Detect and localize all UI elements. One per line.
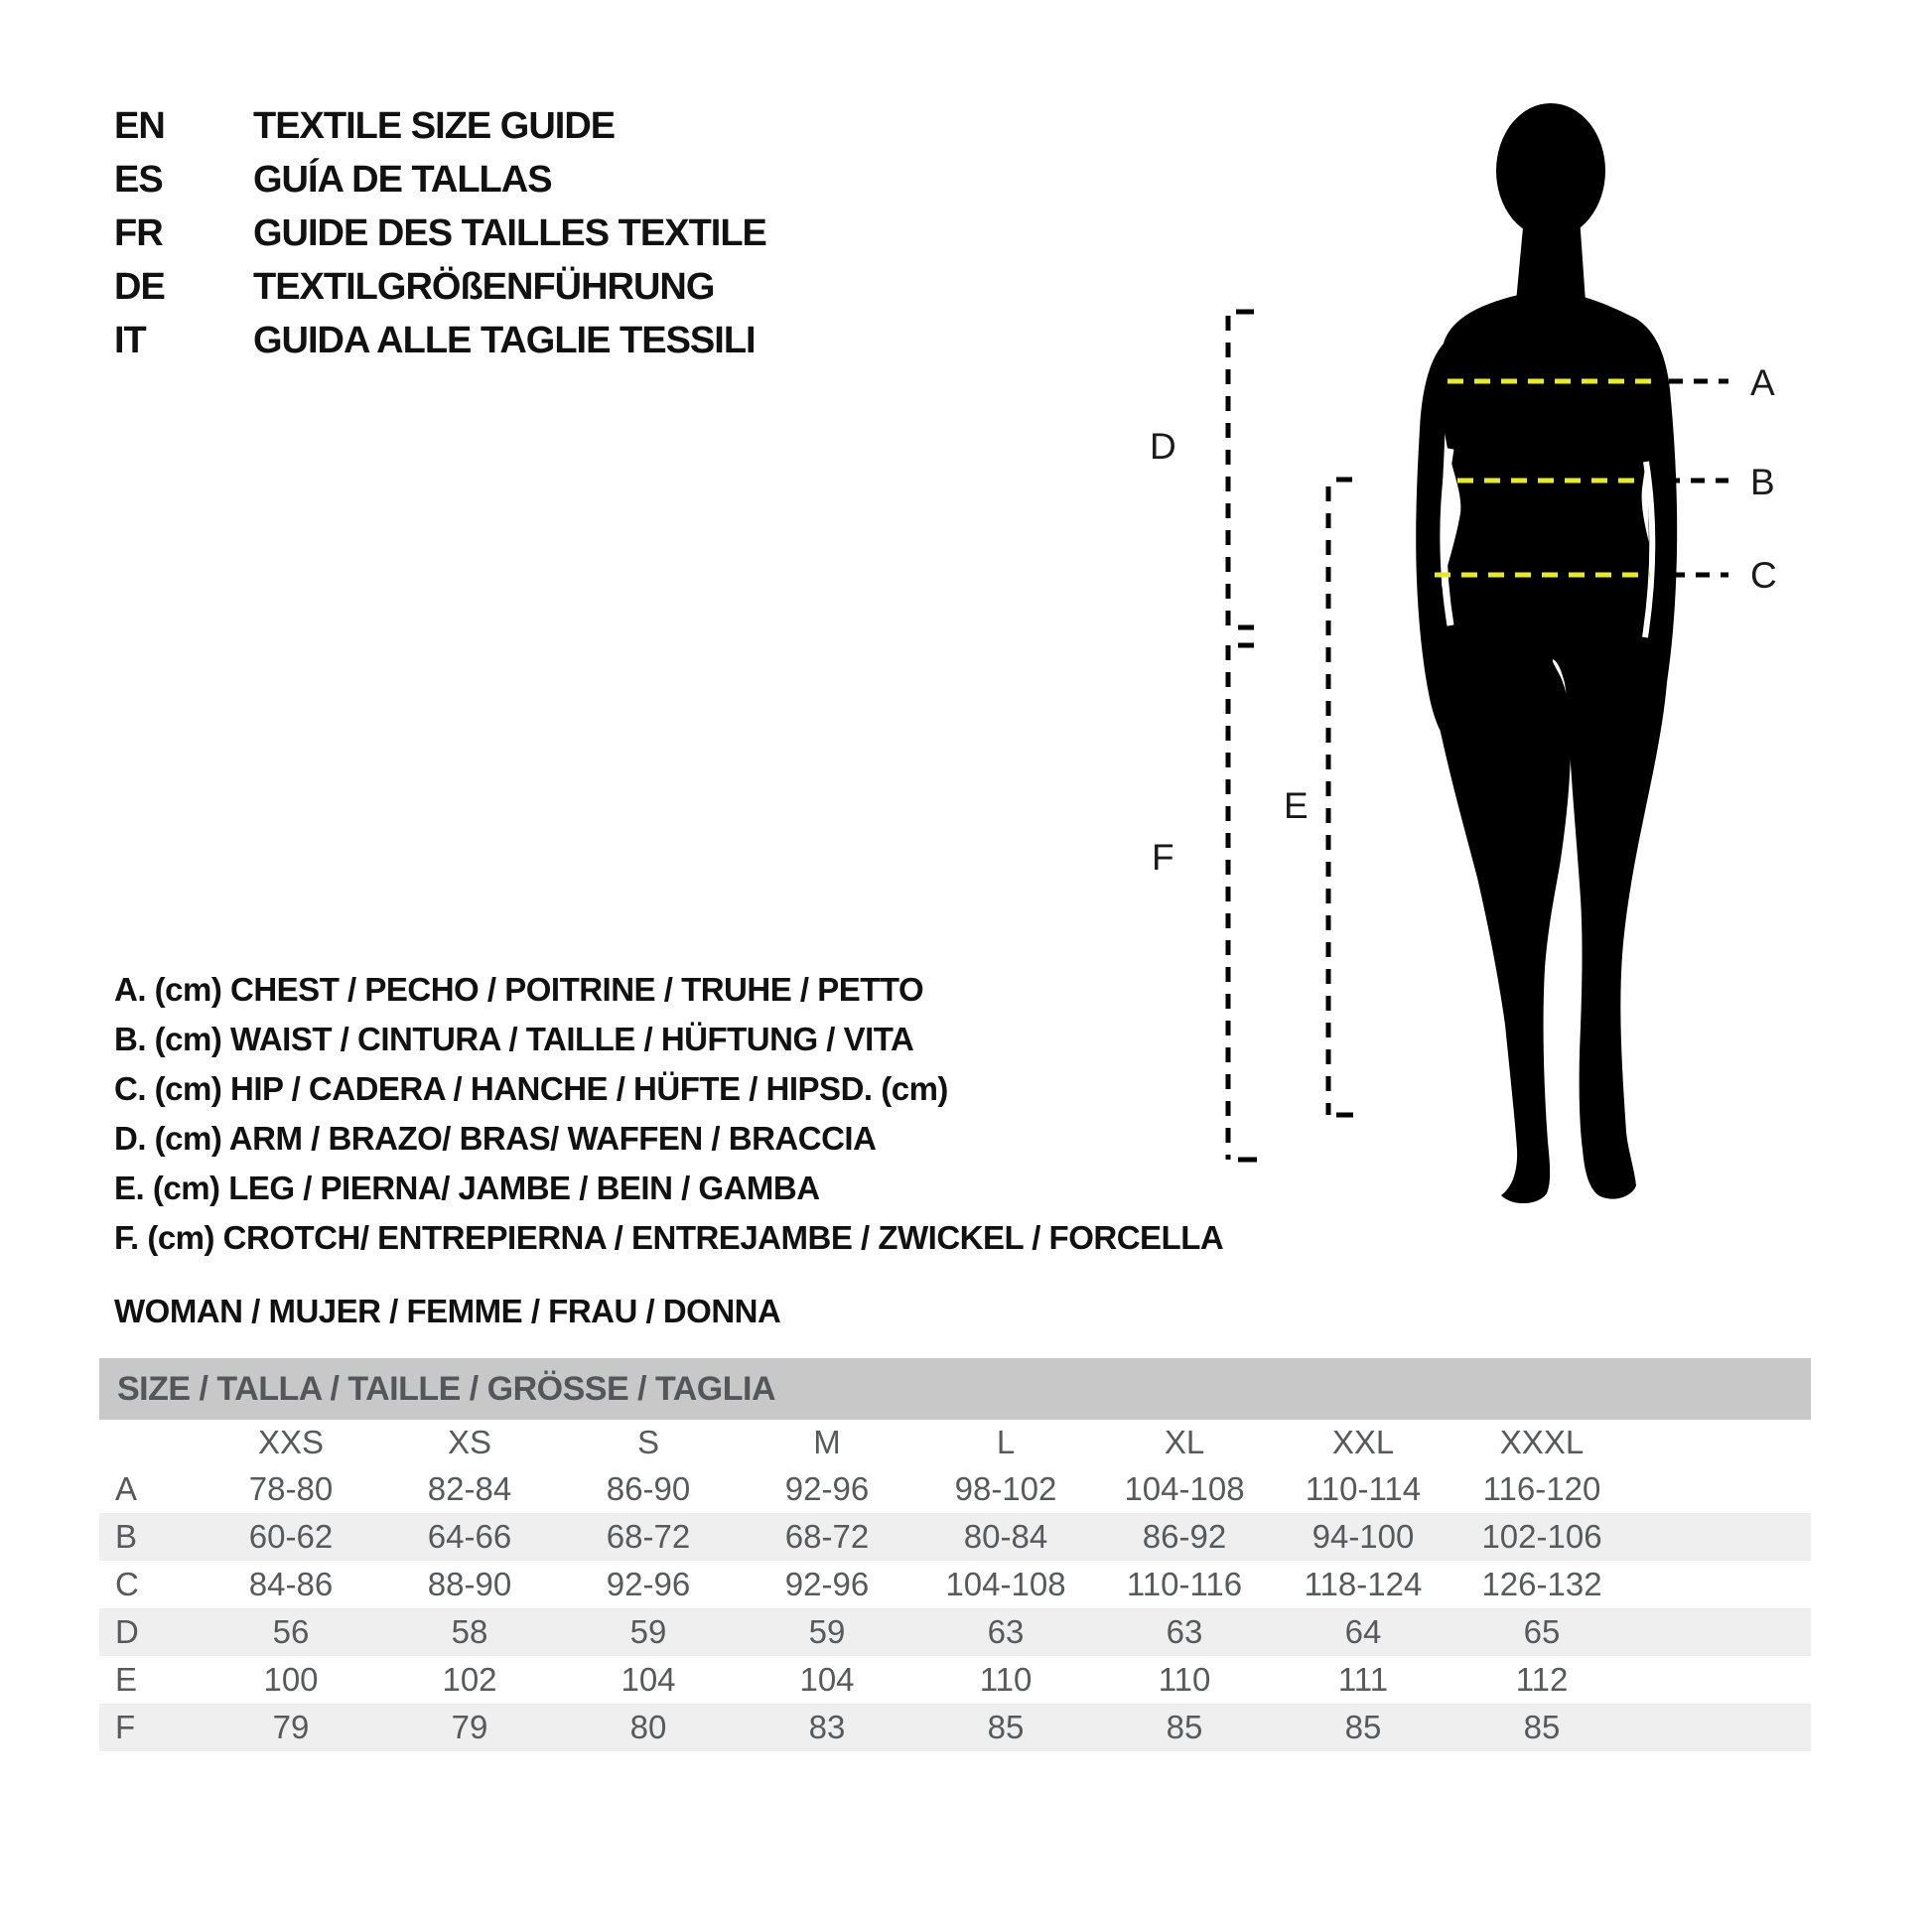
filler-cell bbox=[1631, 1561, 1811, 1608]
table-row-arm bbox=[99, 1608, 1811, 1656]
woman-silhouette-icon bbox=[1416, 103, 1677, 1203]
row-label: E bbox=[115, 1661, 138, 1698]
lang-code: IT bbox=[114, 319, 146, 361]
size-cell: 80 bbox=[629, 1709, 667, 1745]
size-cell: 79 bbox=[272, 1709, 310, 1745]
lang-code: ES bbox=[114, 158, 163, 201]
table-title-bar: SIZE / TALLA / TAILLE / GRÖSSE / TAGLIA bbox=[99, 1358, 1811, 1420]
size-cell: 110-116 bbox=[1126, 1566, 1243, 1602]
size-cell: 82-84 bbox=[427, 1470, 512, 1507]
category-title: WOMAN / MUJER / FEMME / FRAU / DONNA bbox=[114, 1293, 781, 1329]
table-row-crotch bbox=[99, 1704, 1811, 1751]
size-cell: 86-92 bbox=[1142, 1518, 1227, 1555]
size-cell: 85 bbox=[1166, 1709, 1203, 1745]
size-cell: 111 bbox=[1337, 1661, 1389, 1698]
size-cell: 64 bbox=[1344, 1613, 1382, 1650]
size-cell: 65 bbox=[1523, 1613, 1561, 1650]
size-cell: 102 bbox=[442, 1661, 497, 1698]
size-cell: 92-96 bbox=[784, 1566, 870, 1602]
size-cell: 118-124 bbox=[1304, 1566, 1423, 1602]
lang-code: EN bbox=[114, 104, 165, 147]
figure-label-e: E bbox=[1284, 785, 1309, 826]
legend-hip: C. (cm) HIP / CADERA / HANCHE / HÜFTE / HIPSD. (cm) bbox=[114, 1070, 948, 1107]
size-col-header: XS bbox=[447, 1424, 492, 1460]
size-cell: 60-62 bbox=[248, 1518, 334, 1555]
size-cell: 92-96 bbox=[606, 1566, 691, 1602]
measure-line-arm bbox=[1228, 312, 1254, 627]
filler-cell bbox=[1631, 1420, 1811, 1465]
size-cell: 83 bbox=[808, 1709, 846, 1745]
size-cell: 102-106 bbox=[1481, 1518, 1602, 1555]
table-row-chest bbox=[99, 1465, 1811, 1513]
size-cell: 100 bbox=[263, 1661, 319, 1698]
size-col-header: L bbox=[996, 1424, 1016, 1460]
figure-label-b: B bbox=[1750, 462, 1775, 502]
size-cell: 94-100 bbox=[1311, 1518, 1415, 1555]
size-cell: 85 bbox=[1344, 1709, 1382, 1745]
size-cell: 64-66 bbox=[427, 1518, 512, 1555]
legend-leg: E. (cm) LEG / PIERNA/ JAMBE / BEIN / GAMBA bbox=[114, 1170, 820, 1206]
size-table bbox=[99, 1358, 1811, 1751]
size-col-header: M bbox=[813, 1424, 841, 1460]
lang-row-it bbox=[114, 314, 766, 367]
filler-cell bbox=[1631, 1513, 1811, 1561]
legend-chest: A. (cm) CHEST / PECHO / POITRINE / TRUHE / PETTO bbox=[114, 971, 924, 1008]
size-cell: 63 bbox=[987, 1613, 1025, 1650]
size-cell: 59 bbox=[629, 1613, 667, 1650]
measurement-legend bbox=[114, 965, 1223, 1263]
size-cell: 58 bbox=[451, 1613, 488, 1650]
size-cell: 110 bbox=[1158, 1661, 1211, 1698]
row-label: F bbox=[115, 1709, 136, 1745]
size-cell: 126-132 bbox=[1481, 1566, 1602, 1602]
size-cell: 92-96 bbox=[784, 1470, 870, 1507]
size-cell: 112 bbox=[1515, 1661, 1569, 1698]
size-cell: 56 bbox=[272, 1613, 310, 1650]
size-col-header: XXXL bbox=[1499, 1424, 1585, 1460]
size-cell: 104-108 bbox=[1124, 1470, 1245, 1507]
table-row-leg bbox=[99, 1656, 1811, 1704]
table-row-waist bbox=[99, 1513, 1811, 1561]
row-label: C bbox=[115, 1566, 139, 1602]
lang-title: TEXTILE SIZE GUIDE bbox=[253, 104, 616, 147]
figure-label-d: D bbox=[1150, 426, 1176, 467]
measure-line-leg bbox=[1328, 480, 1353, 1115]
size-cell: 79 bbox=[451, 1709, 488, 1745]
size-header-row bbox=[99, 1420, 1811, 1465]
size-cell: 68-72 bbox=[784, 1518, 870, 1555]
filler-cell bbox=[1631, 1656, 1811, 1704]
measure-line-crotch bbox=[1228, 645, 1257, 1160]
size-cell: 110-114 bbox=[1305, 1470, 1422, 1507]
lang-title: GUÍA DE TALLAS bbox=[253, 158, 552, 201]
size-cell: 78-80 bbox=[248, 1470, 334, 1507]
lang-row-de bbox=[114, 260, 766, 314]
size-cell: 88-90 bbox=[427, 1566, 512, 1602]
figure-label-a: A bbox=[1750, 362, 1775, 403]
size-cell: 104 bbox=[799, 1661, 855, 1698]
filler-cell bbox=[1631, 1465, 1811, 1513]
size-cell: 80-84 bbox=[963, 1518, 1048, 1555]
size-cell: 59 bbox=[808, 1613, 846, 1650]
corner-cell bbox=[99, 1420, 202, 1465]
size-cell: 85 bbox=[987, 1709, 1025, 1745]
size-col-header: XXS bbox=[257, 1424, 325, 1460]
lang-title: GUIDE DES TAILLES TEXTILE bbox=[253, 211, 766, 254]
filler-cell bbox=[1631, 1704, 1811, 1751]
size-cell: 110 bbox=[979, 1661, 1033, 1698]
size-cell: 104 bbox=[621, 1661, 676, 1698]
size-cell: 84-86 bbox=[248, 1566, 334, 1602]
legend-arm: D. (cm) ARM / BRAZO/ BRAS/ WAFFEN / BRACCIA bbox=[114, 1120, 877, 1157]
size-cell: 86-90 bbox=[606, 1470, 691, 1507]
size-col-header: XL bbox=[1164, 1424, 1205, 1460]
figure-label-c: C bbox=[1750, 555, 1777, 596]
size-cell: 85 bbox=[1523, 1709, 1561, 1745]
size-cell: 104-108 bbox=[945, 1566, 1066, 1602]
figure-label-f: F bbox=[1152, 837, 1174, 878]
size-cell: 98-102 bbox=[954, 1470, 1057, 1507]
row-label: B bbox=[115, 1518, 138, 1555]
row-label: D bbox=[115, 1613, 139, 1650]
lang-row-en bbox=[114, 99, 766, 153]
filler-cell bbox=[1631, 1608, 1811, 1656]
language-title-block bbox=[114, 99, 766, 367]
lang-row-fr bbox=[114, 207, 766, 260]
size-cell: 68-72 bbox=[606, 1518, 691, 1555]
legend-waist: B. (cm) WAIST / CINTURA / TAILLE / HÜFTUNG / VITA bbox=[114, 1021, 914, 1057]
size-col-header: S bbox=[636, 1424, 659, 1460]
lang-code: FR bbox=[114, 211, 163, 254]
size-cell: 116-120 bbox=[1482, 1470, 1601, 1507]
lang-title: TEXTILGRÖßENFÜHRUNG bbox=[253, 265, 715, 308]
size-col-header: XXL bbox=[1331, 1424, 1395, 1460]
lang-row-es bbox=[114, 153, 766, 207]
lang-title: GUIDA ALLE TAGLIE TESSILI bbox=[253, 319, 756, 361]
size-cell: 63 bbox=[1166, 1613, 1203, 1650]
row-label: A bbox=[115, 1470, 138, 1507]
table-row-hip bbox=[99, 1561, 1811, 1608]
legend-crotch: F. (cm) CROTCH/ ENTREPIERNA / ENTREJAMBE / ZWICKEL / FORCELLA bbox=[114, 1219, 1224, 1256]
lang-code: DE bbox=[114, 265, 165, 308]
